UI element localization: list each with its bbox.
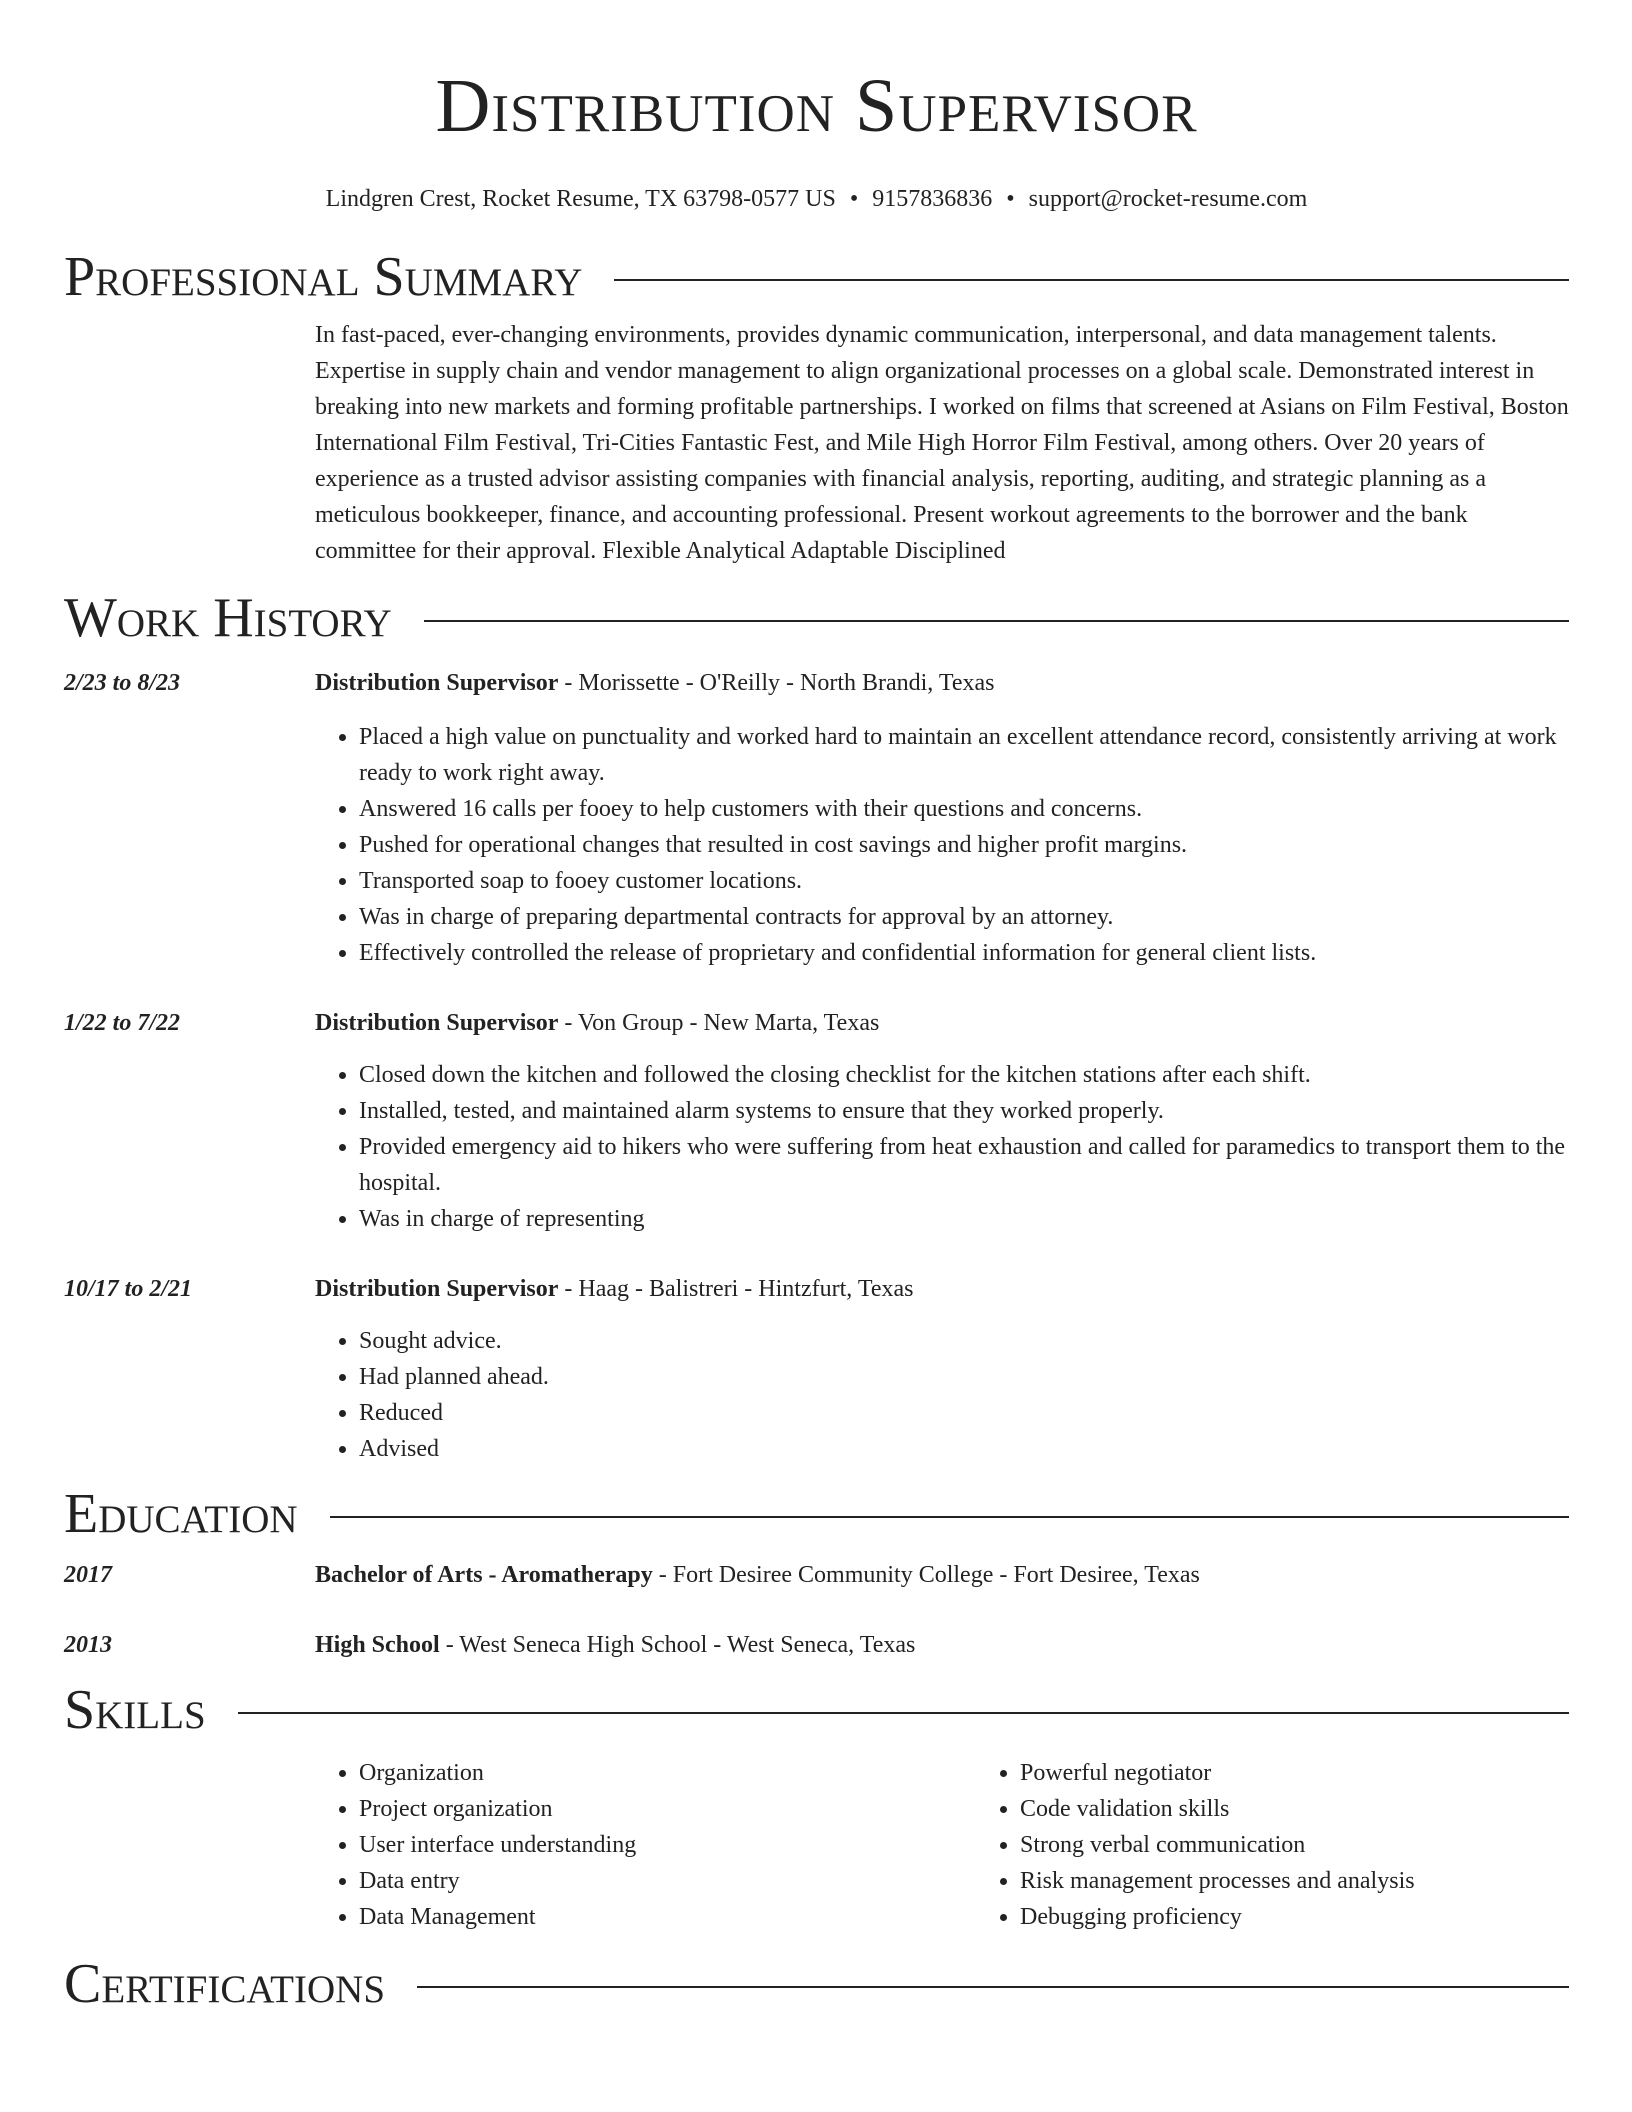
skill-item: • Debugging proficiency bbox=[1020, 1899, 1632, 1935]
job-details: - Morissette - O'Reilly - North Brandi, Texas bbox=[558, 670, 995, 696]
contact-separator: • bbox=[1006, 186, 1015, 212]
section-divider bbox=[614, 279, 1569, 281]
education-details: - West Seneca High School - West Seneca, Texas bbox=[439, 1632, 916, 1658]
list-item: • Was in charge of representing bbox=[359, 1201, 1569, 1237]
section-title: Certifications bbox=[64, 1953, 386, 2015]
skills-column-left bbox=[315, 1755, 976, 1935]
education-entry bbox=[64, 1557, 1569, 1593]
job-details: - Von Group - New Marta, Texas bbox=[558, 1010, 880, 1036]
job-header bbox=[64, 665, 1569, 701]
education-degree: Bachelor of Arts - Aromatherapy bbox=[315, 1562, 653, 1588]
list-item: • Answered 16 calls per fooey to help customers with their questions and concerns. bbox=[359, 791, 1569, 827]
job-header bbox=[64, 1271, 1569, 1307]
section-title: Skills bbox=[64, 1679, 206, 1741]
job-title: Distribution Supervisor bbox=[315, 670, 559, 696]
section-divider bbox=[330, 1516, 1569, 1518]
section-divider bbox=[424, 620, 1569, 622]
contact-address: Lindgren Crest, Rocket Resume, TX 63798-0577 US bbox=[325, 186, 836, 212]
skill-item: • Data Management bbox=[359, 1899, 976, 1935]
section-title: Professional Summary bbox=[64, 246, 583, 308]
list-item: • Closed down the kitchen and followed the closing checklist for the kitchen stations after each shift. bbox=[359, 1057, 1569, 1093]
section-divider bbox=[238, 1712, 1569, 1714]
skill-item: • Strong verbal communication bbox=[1020, 1827, 1632, 1863]
skill-item: • Code validation skills bbox=[1020, 1791, 1632, 1827]
list-item: • Provided emergency aid to hikers who were suffering from heat exhaustion and called for paramedics to transport them to the hospital. bbox=[359, 1129, 1569, 1201]
education-degree: High School bbox=[315, 1632, 440, 1658]
job-entry bbox=[64, 1005, 1569, 1237]
list-item: • Was in charge of preparing departmental contracts for approval by an attorney. bbox=[359, 899, 1569, 935]
list-item: • Reduced bbox=[359, 1395, 1569, 1431]
job-title: Distribution Supervisor bbox=[315, 1276, 559, 1302]
skills-list bbox=[315, 1755, 1569, 1935]
skill-item: • Organization bbox=[359, 1755, 976, 1791]
job-dates: 1/22 to 7/22 bbox=[64, 1010, 181, 1036]
job-details: - Haag - Balistreri - Hintzfurt, Texas bbox=[558, 1276, 914, 1302]
education-year: 2017 bbox=[64, 1562, 112, 1588]
skill-item: • Powerful negotiator bbox=[1020, 1755, 1632, 1791]
skill-item: • Risk management processes and analysis bbox=[1020, 1863, 1632, 1899]
section-education-heading bbox=[64, 1481, 1569, 1547]
skill-item: • User interface understanding bbox=[359, 1827, 976, 1863]
list-item: • Installed, tested, and maintained alarm systems to ensure that they worked properly. bbox=[359, 1093, 1569, 1129]
job-dates: 10/17 to 2/21 bbox=[64, 1276, 193, 1302]
section-work-heading bbox=[64, 585, 1569, 651]
list-item: • Sought advice. bbox=[359, 1323, 1569, 1359]
education-details: - Fort Desiree Community College - Fort Desiree, Texas bbox=[652, 1562, 1200, 1588]
job-title: Distribution Supervisor bbox=[315, 1010, 559, 1036]
section-title: Education bbox=[64, 1483, 298, 1545]
contact-email: support@rocket-resume.com bbox=[1028, 186, 1308, 212]
skill-item: • Project organization bbox=[359, 1791, 976, 1827]
job-header bbox=[64, 1005, 1569, 1041]
education-year: 2013 bbox=[64, 1632, 112, 1658]
skill-item: • Data entry bbox=[359, 1863, 976, 1899]
education-entry bbox=[64, 1627, 1569, 1663]
job-bullets bbox=[315, 719, 1569, 971]
summary-text: In fast-paced, ever-changing environments, provides dynamic communication, interpersonal, and data management talents. Expertise in supply chain and vendor management to align organizational processes on a global scale. Demonstrated interest in breaking into new markets and forming profitable partnerships. I worked on films that screened at Asians on Film Festival, Boston International Film Festival, Tri-Cities Fantastic Fest, and Mile High Horror Film Festival, among others. Over 20 years of experience as a trusted advisor assisting companies with financial analysis, reporting, auditing, and strategic planning as a meticulous bookkeeper, finance, and accounting professional. Present workout agreements to the borrower and the bank committee for their approval. Flexible Analytical Adaptable Disciplined bbox=[315, 322, 1569, 564]
list-item: • Placed a high value on punctuality and worked hard to maintain an excellent attendance record, consistently arriving at work ready to work right away. bbox=[359, 719, 1569, 791]
job-entry bbox=[64, 1271, 1569, 1467]
section-skills-heading bbox=[64, 1677, 1569, 1743]
list-item: • Advised bbox=[359, 1431, 1569, 1467]
contact-line bbox=[64, 184, 1569, 214]
contact-separator: • bbox=[849, 186, 859, 212]
list-item: • Had planned ahead. bbox=[359, 1359, 1569, 1395]
contact-phone: 9157836836 bbox=[872, 186, 993, 212]
list-item: • Effectively controlled the release of proprietary and confidential information for general client lists. bbox=[359, 935, 1569, 971]
resume-name: Distribution Supervisor bbox=[435, 64, 1198, 148]
job-bullets bbox=[315, 1057, 1569, 1237]
list-item: • Pushed for operational changes that resulted in cost savings and higher profit margins. bbox=[359, 827, 1569, 863]
section-divider bbox=[417, 1986, 1569, 1988]
job-dates: 2/23 to 8/23 bbox=[64, 670, 181, 696]
section-title: Work History bbox=[64, 587, 392, 649]
skills-column-right bbox=[976, 1755, 1632, 1935]
list-item: • Transported soap to fooey customer locations. bbox=[359, 863, 1569, 899]
job-entry bbox=[64, 665, 1569, 971]
job-bullets bbox=[315, 1323, 1569, 1467]
section-certifications-heading bbox=[64, 1951, 1569, 2017]
section-summary-heading bbox=[64, 244, 1569, 310]
